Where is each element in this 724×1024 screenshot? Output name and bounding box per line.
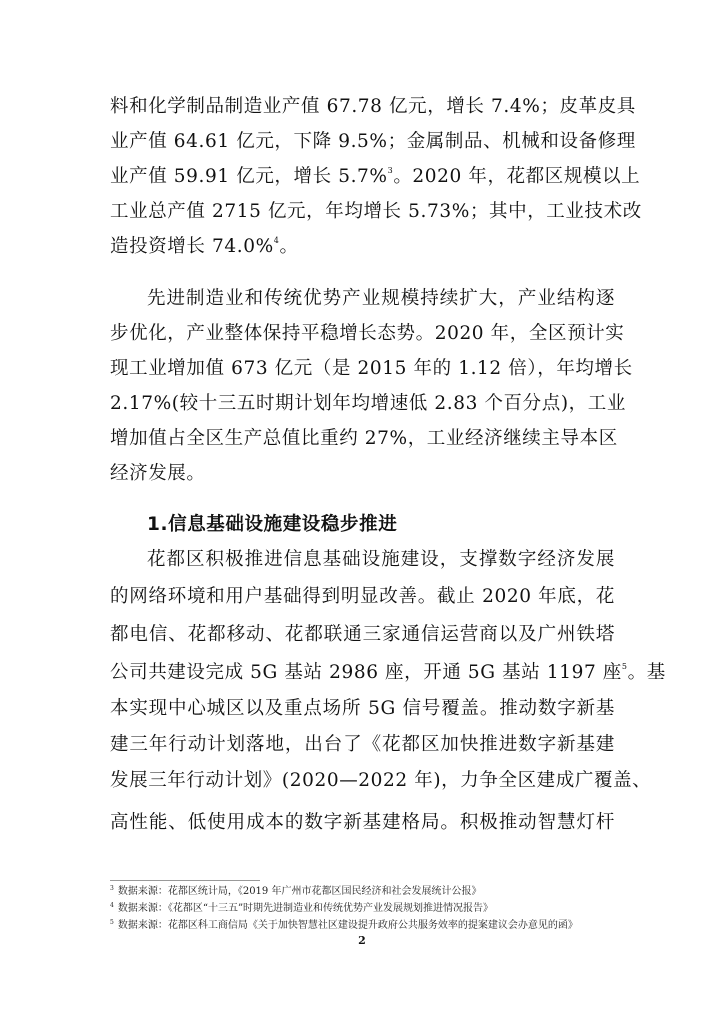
text-segment: 。2020 年，花都区规模以上 — [393, 166, 641, 187]
text-segment: 公司共建设完成 5G 基站 2986 座，开通 5G 基站 1197 座 — [110, 662, 622, 683]
body-text-line: 料和化学制品制造业产值 67.78 亿元，增长 7.4%；皮革皮具 — [110, 96, 636, 117]
body-text-line: 工业总产值 2715 亿元，年均增长 5.73%；其中，工业技术改 — [110, 201, 642, 222]
text-segment: 造投资增长 74.0% — [110, 236, 274, 257]
footnote-ref[interactable]: 4 — [273, 236, 280, 245]
body-text-line: 建三年行动计划落地，出台了《花都区加快推进数字新基建 — [110, 734, 615, 755]
page-number: 2 — [358, 934, 366, 947]
body-text-line: 先进制造业和传统优势产业规模持续扩大，产业结构逐 — [147, 288, 615, 309]
section-heading: 1.信息基础设施建设稳步推进 — [147, 514, 398, 535]
footnote — [110, 902, 493, 916]
footnote-text: 数据来源：花都区科工商信局《关于加快智慧社区建设提升政府公共服务效率的提案建议会办意见的函》 — [117, 920, 578, 931]
footnote-number: 3 — [110, 885, 114, 892]
footnote-divider — [110, 880, 260, 881]
body-text-line — [110, 658, 666, 688]
footnote-number: 5 — [110, 919, 114, 926]
text-segment — [110, 658, 628, 688]
body-text-line: 发展三年行动计划》(2020—2022 年)，力争全区建成广覆盖、 — [110, 770, 652, 791]
body-text-line: 业产值 64.61 亿元，下降 9.5%；金属制品、机械和设备修理 — [110, 131, 636, 152]
footnote-ref[interactable]: 5 — [621, 662, 628, 671]
text-segment: 。基 — [627, 662, 666, 683]
body-text-line: 本实现中心城区以及重点场所 5G 信号覆盖。推动数字新基 — [110, 698, 615, 719]
body-text-line: 高性能、低使用成本的数字新基建格局。积极推动智慧灯杆 — [110, 812, 615, 833]
body-text-line: 的网络环境和用户基础得到明显改善。截止 2020 年底，花 — [110, 586, 615, 607]
footnote-text: 数据来源：《花都区“十三五”时期先进制造业和传统优势产业发展规划推进情况报告》 — [117, 903, 494, 914]
body-text-line: 经济发展。 — [110, 463, 206, 484]
footnote-text: 数据来源：花都区统计局，《2019 年广州市花都区国民经济和社会发展统计公报》 — [117, 886, 482, 897]
body-text-line — [110, 162, 640, 192]
footnote — [110, 919, 578, 933]
body-text-line — [110, 232, 299, 262]
body-text-line: 都电信、花都移动、花都联通三家通信运营商以及广州铁塔 — [110, 624, 615, 645]
text-segment: 业产值 59.91 亿元，增长 5.7% — [110, 166, 388, 187]
text-segment: 。 — [279, 236, 299, 257]
footnote-ref[interactable]: 3 — [387, 166, 394, 175]
body-text-line: 步优化，产业整体保持平稳增长态势。2020 年，全区预计实 — [110, 323, 625, 344]
body-text-line: 2.17%(较十三五时期计划年均增速低 2.83 个百分点)，工业 — [110, 393, 626, 414]
footnote-number: 4 — [110, 902, 114, 909]
footnote — [110, 885, 481, 899]
body-text-line: 花都区积极推进信息基础设施建设，支撑数字经济发展 — [147, 549, 615, 570]
body-text-line: 现工业增加值 673 亿元（是 2015 年的 1.12 倍），年均增长 — [110, 358, 633, 379]
body-text-line: 增加值占全区生产总值比重约 27%，工业经济继续主导本区 — [110, 428, 618, 449]
